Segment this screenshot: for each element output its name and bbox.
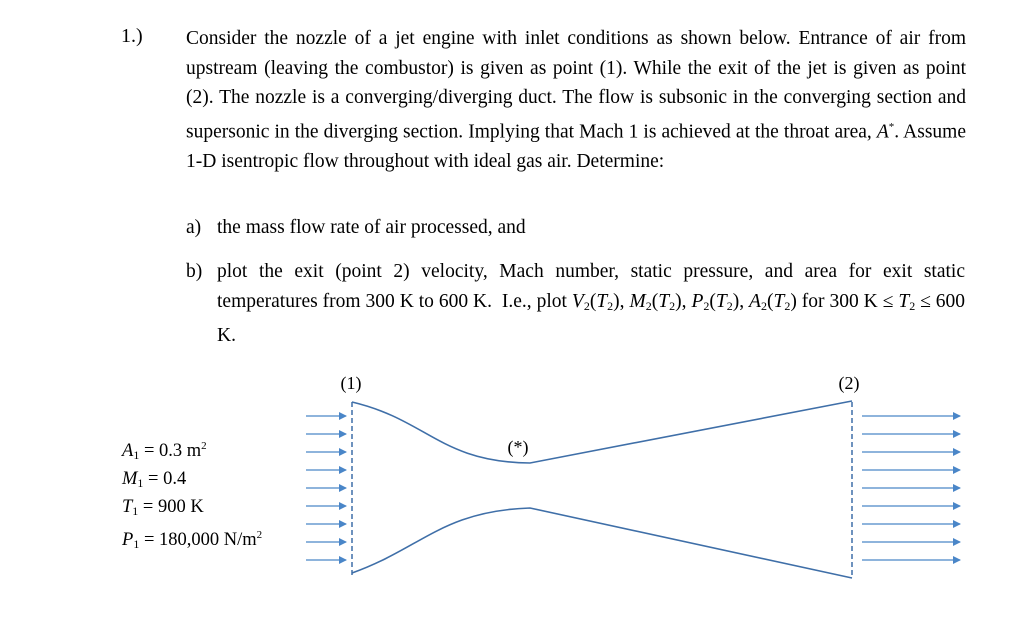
exit-flow-arrows <box>862 416 960 560</box>
nozzle-lower-wall <box>352 508 852 578</box>
throat-area-symbol: A <box>876 121 889 142</box>
nozzle-upper-wall <box>352 401 852 463</box>
part-a-label: a) <box>186 217 202 238</box>
part-a-text: the mass flow rate of air processed, and <box>217 217 526 238</box>
condition-mach: $M_1 = 0.4$ <box>122 469 187 491</box>
statement-part-1: Consider the nozzle of a jet engine with inlet conditions as shown below. Entrance of air from upstream (leaving the combustor) is given as point (1). While the exit of the jet is given as point (2). The nozzle is a converging/diverging duct. The flow is subsonic in the converging section and supersonic in the diverging section. Implying that Mach 1 is achieved at the throat area, <box>186 28 966 142</box>
condition-pressure: $P_1 = 180,000$ $N/m^2$ <box>122 529 263 552</box>
part-b-label: b) <box>186 261 203 282</box>
throat-label: (*) <box>507 437 529 457</box>
inlet-flow-arrows <box>306 416 346 560</box>
part-b-text: plot the exit (point 2) velocity, Mach number, static pressure, and area for exit static temperatures from 300 K to 600 K. I.e., plot $V_2(T_2)$, $M_2(T_2)$, $P_2(T_2)$, $A_2(T_2)$ for 300 $K \le T_2 \le 600$ K. <box>217 261 966 346</box>
inlet-station-label: (1) <box>340 373 362 393</box>
statement-part-2: . Assume 1-D isentropic flow throughout with ideal gas air. Determine: <box>186 121 966 172</box>
problem-number: 1.) <box>121 25 143 47</box>
condition-temperature: $T_1 = 900$ K <box>122 497 204 519</box>
condition-area: $A_1 = 0.3$ $m^2$ <box>122 440 207 463</box>
problem-statement: Consider the nozzle of a jet engine with inlet conditions as shown below. Entrance of air from upstream (leaving the combustor) is given as point (1). While the exit of the jet is given as point (2). The nozzle is a converging/diverging duct. The flow is subsonic in the converging section and supersonic in the diverging section. Implying that Mach 1 is achieved at the throat area, A*. Assume 1-D isentropic flow throughout with ideal gas air. Determine: <box>186 28 966 172</box>
exit-station-label: (2) <box>838 373 860 393</box>
